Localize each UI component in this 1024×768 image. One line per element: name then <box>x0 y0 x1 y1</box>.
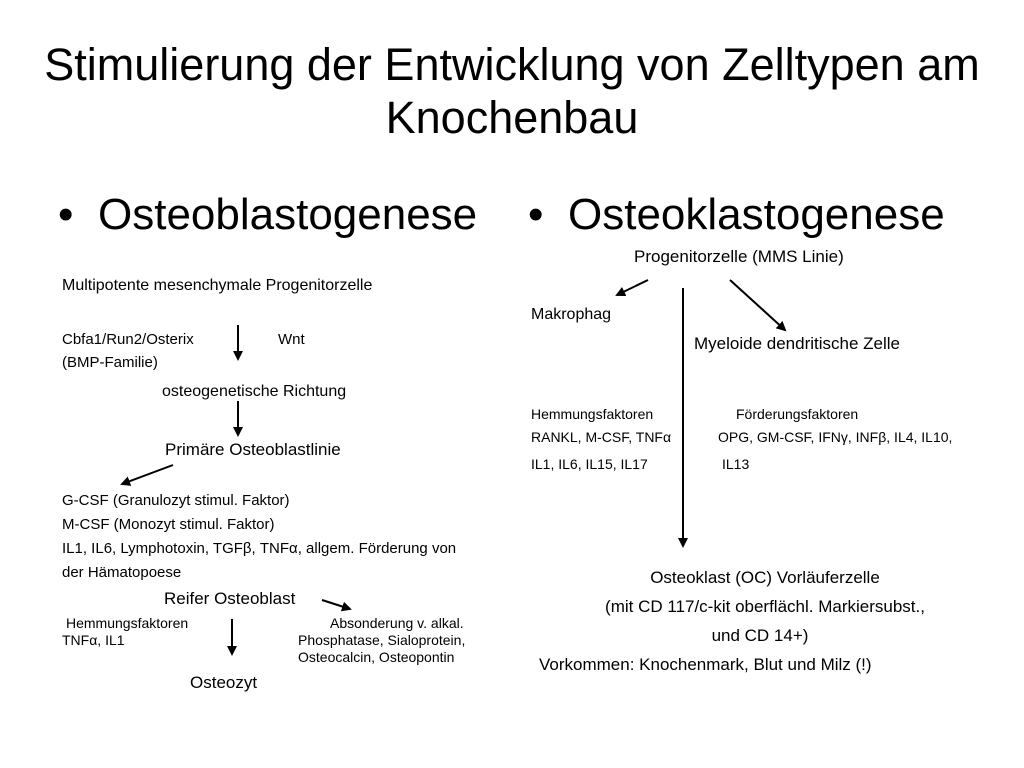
left-progenitor: Multipotente mesenchymale Progenitorzelle <box>62 277 373 294</box>
left-factor-wnt: Wnt <box>278 331 305 348</box>
bullet-icon: • <box>528 190 544 239</box>
right-promoters-label: Förderungsfaktoren <box>736 406 859 422</box>
arrow-primary-to-factors <box>122 465 173 484</box>
left-osteocyte: Osteozyt <box>190 673 258 692</box>
slide-title: Stimulierung der Entwicklung von Zelltypen am Knochenbau <box>44 39 980 143</box>
left-mcsf: M-CSF (Monozyt stimul. Faktor) <box>62 516 275 533</box>
left-inhibitors-label: Hemmungsfaktoren <box>66 615 189 631</box>
bullet-icon: • <box>58 190 74 239</box>
heading-osteoklastogenese <box>528 190 945 240</box>
heading-osteoblastogenese <box>58 190 477 240</box>
left-inhibitors: TNFα, IL1 <box>62 632 125 648</box>
left-secretion-1: Phosphatase, Sialoprotein, <box>298 632 466 648</box>
right-inhibitors-2: IL1, IL6, IL15, IL17 <box>531 456 648 472</box>
left-gcsf: G-CSF (Granulozyt stimul. Faktor) <box>62 492 290 509</box>
left-mature-osteoblast: Reifer Osteoblast <box>164 589 296 608</box>
arrow-progenitor-to-dendritic <box>730 280 785 330</box>
arrow-progenitor-to-macrophage <box>617 280 648 295</box>
right-precursor-1: Osteoklast (OC) Vorläuferzelle <box>650 568 880 587</box>
left-il-factors: IL1, IL6, Lymphotoxin, TGFβ, TNFα, allgem. Förderung von <box>62 540 457 557</box>
right-inhibitors-1: RANKL, M-CSF, TNFα <box>531 429 672 445</box>
right-progenitor: Progenitorzelle (MMS Linie) <box>634 247 844 266</box>
left-primary-osteoblast-line: Primäre Osteoblastlinie <box>165 440 341 459</box>
right-inhibitors-label: Hemmungsfaktoren <box>531 406 654 422</box>
arrow-mature-to-secretion <box>322 600 350 609</box>
left-osteogenic-direction: osteogenetische Richtung <box>162 383 347 400</box>
right-promoters-1: OPG, GM-CSF, IFNγ, INFβ, IL4, IL10, <box>718 429 953 445</box>
left-secretion-label: Absonderung v. alkal. <box>330 615 464 631</box>
right-occurrence: Vorkommen: Knochenmark, Blut und Milz (!) <box>539 655 872 674</box>
heading-text: Osteoklastogenese <box>568 190 945 239</box>
left-secretion-2: Osteocalcin, Osteopontin <box>298 649 455 665</box>
heading-text: Osteoblastogenese <box>98 190 478 239</box>
left-factor-bmp: (BMP-Familie) <box>62 354 158 371</box>
left-factor-cbfa1: Cbfa1/Run2/Osterix <box>62 331 194 348</box>
right-promoters-2: IL13 <box>722 456 750 472</box>
right-precursor-3: und CD 14+) <box>711 626 809 645</box>
right-dendritic-cell: Myeloide dendritische Zelle <box>694 334 900 353</box>
right-precursor-2: (mit CD 117/c-kit oberflächl. Markiersubst., <box>605 597 925 616</box>
left-haematopoese: der Hämatopoese <box>62 564 182 581</box>
right-macrophage: Makrophag <box>531 306 612 323</box>
